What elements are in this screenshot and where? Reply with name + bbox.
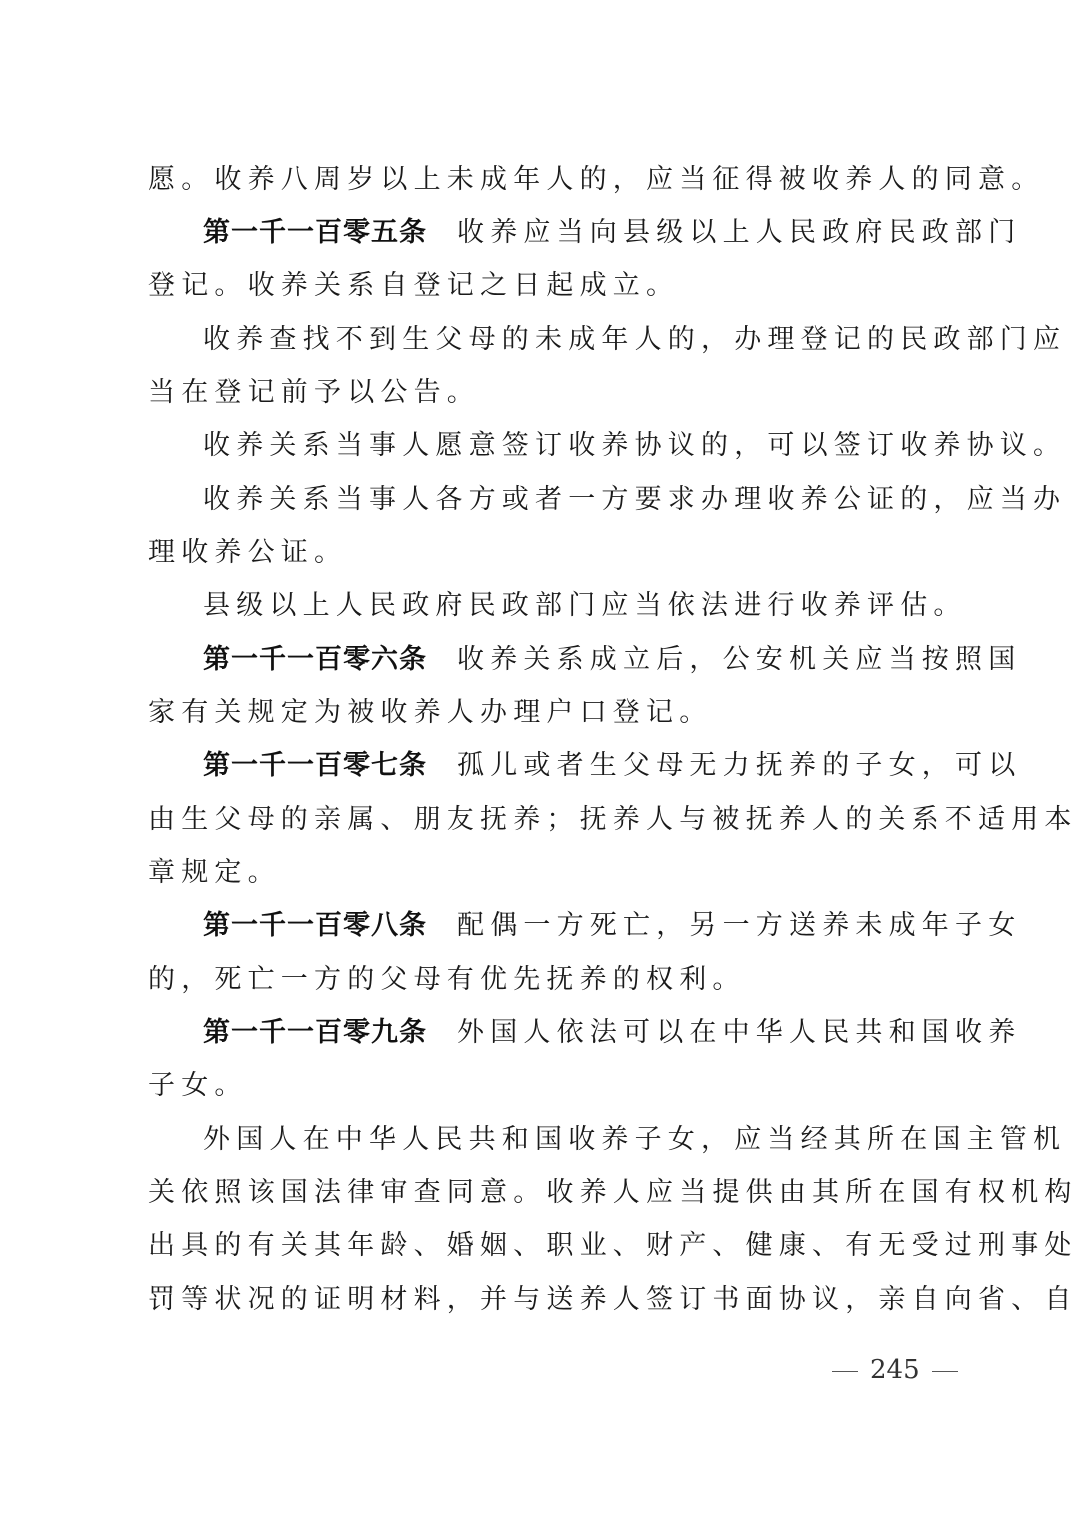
text-line — [148, 693, 942, 733]
line-text: 收养关系成立后，公安机关应当按照国 — [457, 644, 1022, 675]
line-text: 当在登记前予以公告。 — [148, 377, 480, 408]
line-text: 罚等状况的证明材料，并与送养人签订书面协议，亲自向省、自 — [148, 1284, 1078, 1315]
line-text: 出具的有关其年龄、婚姻、职业、财产、健康、有无受过刑事处 — [148, 1230, 1078, 1261]
text-line — [148, 266, 942, 306]
line-text: 章规定。 — [148, 857, 281, 888]
article-first-line — [203, 640, 1022, 680]
paragraph-first-line — [203, 480, 1067, 520]
paragraph-first-line — [203, 320, 1067, 360]
text-line — [148, 373, 942, 413]
article-first-line — [203, 213, 1022, 253]
line-text: 配偶一方死亡，另一方送养未成年子女 — [457, 910, 1022, 941]
text-line — [148, 160, 1045, 200]
text-line — [148, 800, 1078, 840]
line-text: 由生父母的亲属、朋友抚养；抚养人与被抚养人的关系不适用本 — [148, 804, 1078, 835]
line-text: 孤儿或者生父母无力抚养的子女，可以 — [457, 750, 1022, 781]
line-text: 登记。收养关系自登记之日起成立。 — [148, 270, 680, 301]
article-title: 第一千一百零六条 — [203, 644, 427, 675]
paragraph-first-line — [203, 426, 1067, 466]
line-text: 收养查找不到生父母的未成年人的，办理登记的民政部门应 — [203, 324, 1067, 355]
article-title: 第一千一百零五条 — [203, 217, 427, 248]
text-line — [148, 1173, 1078, 1213]
text-line — [148, 960, 942, 1000]
line-text: 子女。 — [148, 1070, 248, 1101]
line-text: 理收养公证。 — [148, 537, 348, 568]
line-text: 外国人在中华人民共和国收养子女，应当经其所在国主管机 — [203, 1124, 1067, 1155]
line-text: 收养关系当事人各方或者一方要求办理收养公证的，应当办 — [203, 484, 1067, 515]
dash-left — [832, 1371, 858, 1372]
text-line — [148, 1280, 1078, 1320]
article-title: 第一千一百零七条 — [203, 750, 427, 781]
page-number-text: 245 — [870, 1355, 920, 1385]
dash-right — [932, 1371, 958, 1372]
paragraph-first-line — [203, 586, 967, 626]
article-first-line — [203, 746, 1022, 786]
text-line — [148, 1066, 942, 1106]
line-text: 家有关规定为被收养人办理户口登记。 — [148, 697, 713, 728]
line-text: 愿。收养八周岁以上未成年人的，应当征得被收养人的同意。 — [148, 164, 1045, 195]
article-first-line — [203, 906, 1022, 946]
line-text: 收养关系当事人愿意签订收养协议的，可以签订收养协议。 — [203, 430, 1067, 461]
line-text: 关依照该国法律审查同意。收养人应当提供由其所在国有权机构 — [148, 1177, 1078, 1208]
text-line — [148, 1226, 1078, 1266]
line-text: 收养应当向县级以上人民政府民政部门 — [457, 217, 1022, 248]
paragraph-first-line — [203, 1120, 1067, 1160]
article-first-line — [203, 1013, 1022, 1053]
article-title: 第一千一百零九条 — [203, 1017, 427, 1048]
line-text: 的，死亡一方的父母有优先抚养的权利。 — [148, 964, 746, 995]
article-title: 第一千一百零八条 — [203, 910, 427, 941]
text-line — [148, 853, 942, 893]
text-line — [148, 533, 942, 573]
line-text: 县级以上人民政府民政部门应当依法进行收养评估。 — [203, 590, 967, 621]
line-text: 外国人依法可以在中华人民共和国收养 — [457, 1017, 1022, 1048]
page-number — [820, 1350, 960, 1390]
